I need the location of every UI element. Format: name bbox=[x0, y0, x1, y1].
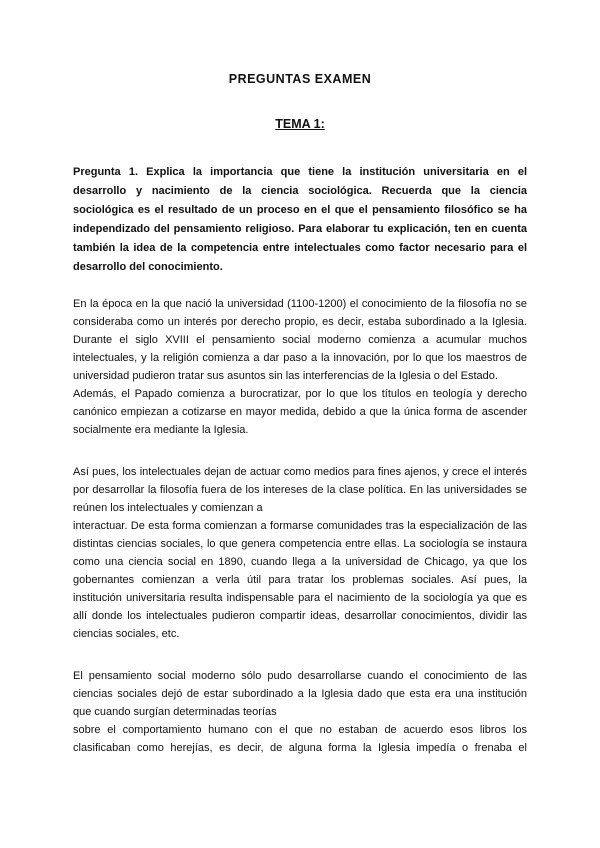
paragraph-line: sobre el comportamiento humano con el que no estaban de acuerdo esos libros los bbox=[73, 724, 527, 736]
paragraph-line: como una ciencia social en 1890, cuando llega a la universidad de Chicago, ya que los bbox=[73, 556, 527, 568]
paragraph-line: consideraba como un interés por derecho propio, es decir, estaba subordinado a la Iglesia. bbox=[73, 316, 527, 328]
paragraph-line: El pensamiento social moderno sólo pudo desarrollarse cuando el conocimiento de las bbox=[73, 670, 527, 682]
paragraph-line: Así pues, los intelectuales dejan de actuar como medios para fines ajenos, y crece el interés bbox=[73, 466, 527, 478]
paragraph-line: canónico empiezan a cotizarse en mayor medida, debido a que la única forma de ascender bbox=[73, 406, 527, 418]
paragraph-line: por desarrollar la filosofía fuera de los intereses de la clase política. En las universidades se bbox=[73, 484, 527, 496]
question-line: Pregunta 1. Explica la importancia que tiene la institución universitaria en el bbox=[73, 166, 527, 178]
paragraph-line: universidad pudieron tratar sus asuntos sin las interferencias de la Iglesia o del Estado. bbox=[73, 370, 498, 382]
paragraph-line: En la época en la que nació la universidad (1100-1200) el conocimiento de la filosofía no se bbox=[73, 298, 527, 310]
paragraph-line: reúnen los intelectuales y comienzan a bbox=[73, 502, 263, 514]
section-heading: TEMA 1: bbox=[275, 117, 325, 131]
paragraph-line: Además, el Papado comienza a burocratizar, por lo que los títulos en teología y derecho bbox=[73, 388, 527, 400]
question-line: también la idea de la competencia entre intelectuales como factor necesario para el bbox=[73, 242, 527, 254]
paragraph-line: Durante el siglo XVIII el pensamiento social moderno comienza a acumular muchos bbox=[73, 334, 527, 346]
question-line: sociológica es el resultado de un proceso en el que el pensamiento filosófico se ha bbox=[73, 204, 527, 216]
paragraph-line: institución universitaria resulta indispensable para el nacimiento de la sociología ya que es bbox=[73, 592, 527, 604]
paragraph-line: socialmente era mediante la Iglesia. bbox=[73, 424, 249, 436]
paragraph-line: que cuando surgían determinadas teorías bbox=[73, 706, 277, 718]
paragraph-line: distintas ciencias sociales, lo que genera competencia entre ellas. La sociología se instaura bbox=[73, 538, 527, 550]
question-line: independizado del pensamiento religioso. Para elaborar tu explicación, ten en cuenta bbox=[73, 223, 527, 235]
paragraph-line: allí donde los intelectuales pudieron compartir ideas, desarrollar conocimientos, dividir las bbox=[73, 610, 527, 622]
paragraph-line: interactuar. De esta forma comienzan a formarse comunidades tras la especialización de las bbox=[73, 520, 527, 532]
paragraph-line: clasificaban como herejías, es decir, de alguna forma la Iglesia impedía o frenaba el bbox=[73, 742, 527, 754]
question-line: desarrollo del conocimiento. bbox=[73, 261, 223, 273]
page-title: PREGUNTAS EXAMEN bbox=[228, 72, 372, 86]
paragraph-line: intelectuales, y la religión comienza a dar paso a la innovación, por lo que los maestros de bbox=[73, 352, 527, 364]
paragraph-line: gobernantes comienzan a verla útil para tratar los problemas sociales. Así pues, la bbox=[73, 574, 527, 586]
paragraph-line: ciencias sociales, etc. bbox=[73, 628, 180, 640]
paragraph-line: ciencias sociales dejó de estar subordinado a la Iglesia dado que esta era una institución bbox=[73, 688, 527, 700]
question-line: desarrollo y nacimiento de la ciencia sociológica. Recuerda que la ciencia bbox=[73, 185, 527, 197]
